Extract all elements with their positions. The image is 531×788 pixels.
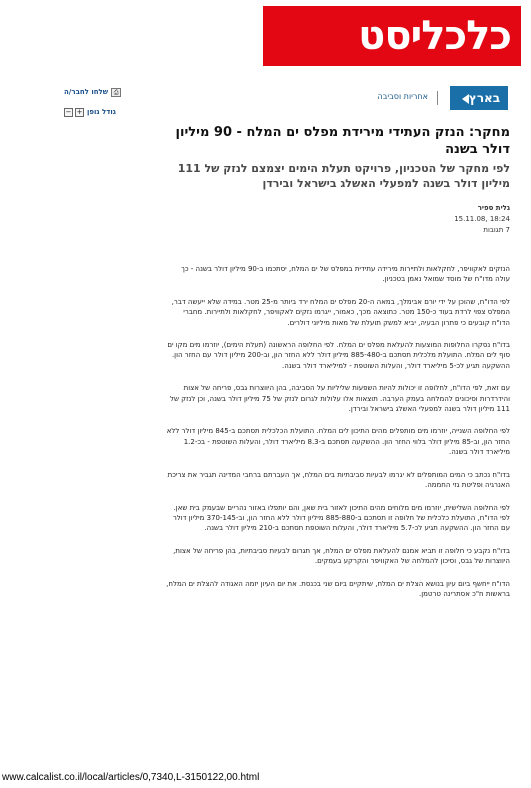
article-paragraph: בדו"ח נכתב כי המים המותפלים לא יגרמו לבעיות סביבתיות בים המלח, אך העברתם ברחבי המדינה תגביר את צריכת האנרגיה ופליטת גזי החממה. [167,470,510,490]
arrow-left-icon [462,94,469,104]
section-bar [350,86,508,110]
article-author[interactable]: גלית ספיר [477,204,510,212]
font-size-row [64,104,146,120]
article-paragraph: לפי הדו"ח, שהוכן על ידי יורם אבימלך, במאה ה-20 מפלס ים המלח ירד ביותר מ-25 מטר. במידה שלא ייעשה דבר, המפלס צפוי לרדת בעוד כ-150 מטר. כתוצאה מכך, כאמור, ייגרמו נזקים לאקוויפר, לחקלאות ולתיירות. מחברי הדו"ח קובעים כי פתרון הבעיה, יביא למשק תועלת של מאות מיליוני דולרים. [171,297,510,327]
section-divider [437,91,438,105]
article-datetime: 18:24 ,15.11.08 [454,215,510,223]
calcalist-masthead[interactable] [263,6,521,66]
article-paragraph: בדו"ח נסקרו החלופות המוצעות להעלאת מפלס ים המלח. לפי החלופה הראשונה (תעלת הימים), יוזרמו מים מקו ים סוף לים המלח. התועלת מלכלית תסתכם ב-885-480 מיליון דולר ללא החזר הון, וב-200 מיליון דולר עם החזר הון. ההשקעה תגיע לכ-5 מיליארד דולר, והעלות השוטפת - למיליארד דולר בשנה. [167,341,510,370]
calcalist-logo[interactable]: כלכליסט [358,13,511,59]
article-paragraph: לפי החלופה השלישית, יוזרמו מים מלוחים מהים התיכון לאזור בית שאן, והם יותפלו באזור נהריים שבעמק בית שאן. לפי הדו"ח, התועלת כלכלית של חלופה זו תסתכם ב-885-880 מיליון דולר ללא החזר הון, וב-370-145 מיליון דולר עם החזר הון. ההשקעה תגיע לכ-5.7 מיליארד דולר, והעלות השוטפת תסתכם ב-210 מיליון דולר בשנה. [172,503,510,533]
send-to-friend-row[interactable] [64,84,146,100]
article [165,124,510,611]
article-subhead: לפי מחקר של הטכניון, פרויקט תעלת הימים יצמצם לנזק של 111 מיליון דולר בשנה למפעלי האשלג בישראל ובירדן [177,162,510,190]
font-increase-button[interactable]: + [76,107,83,116]
section-tab-local[interactable] [450,86,508,110]
article-body [165,264,510,599]
article-toolbox [64,84,146,120]
article-paragraph: הנזקים לאקוויפר, לחקלאות ולתיירות מירידה עתידית במפלס של ים המלח, יסתכמו ב-90 מיליון דולר בשנה - כך עולה מדו"ח של מוסד שמואל נאמן בטכניון. [181,265,510,284]
page-url-footer: www.calcalist.co.il/local/articles/0,7340,L-3150122,00.html [2,772,260,783]
font-size-label: גודל גופן [87,108,116,116]
article-paragraph: בדו"ח נקבע כי חלופה זו תביא אמנם להעלאת מפלס ים המלח, אך תגרום לבעיות סביבתיות, בהן פריחה של אצות, היווצרות של גבס, וסיכון להמלחה של האקוויפר והקרקע בעמקים. [173,546,510,566]
article-paragraph: עם זאת, לפי הדו"ח, לחלופה זו יכולות להיות השפעות שליליות על הסביבה, בהן היווצרות גבס, פריחה של אצות והידרדרות וסיכונים להמלחה בעמק הערבה. תוצאות אלו עלולות לגרום לנזק של 75 מיליון דולר בשנה, וכן לנזק של 111 מיליון דולר בשנה למפעלי האשלג בישראל ובירדן. [169,384,510,414]
section-tab-label: בארץ [468,91,501,105]
send-to-friend-link[interactable]: שלחו לחבר/ה [64,88,109,96]
subsection-link[interactable]: אחריות וסביבה [377,92,428,101]
font-decrease-button[interactable]: − [65,107,72,116]
article-headline: מחקר: הנזק העתידי מירידת מפלס ים המלח - 90 מיליון דולר בשנה [175,125,510,157]
article-paragraph: לפי החלופה השנייה, יוזרמו מים מותפלים מהים התיכון לים המלח. התועלת הכלכלית תסתכם ב-845 מיליון דולר ללא החזר הון, וב-85 מיליון דולר בלווי החזר הון. ההשקעה תסתכם ב-8.3 מיליארד דולר, והעלות השוטפת - בכ-1.2 מיליארד דולר בשנה. [166,427,510,457]
article-paragraph: הדו"ח ייחשף ביום עיון בנושא הצלת ים המלח, שיתקיים ביום שני בכנסת. את יום העיון יזמה האגודה להצלת ים המלח, בראשות ח"כ אסתרינה טרטמן. [166,579,510,598]
comments-count[interactable]: 7 תגובות [483,226,510,234]
printer-icon[interactable]: ⎙ [111,88,121,97]
article-meta [165,203,510,236]
font-size-controls [64,108,84,117]
